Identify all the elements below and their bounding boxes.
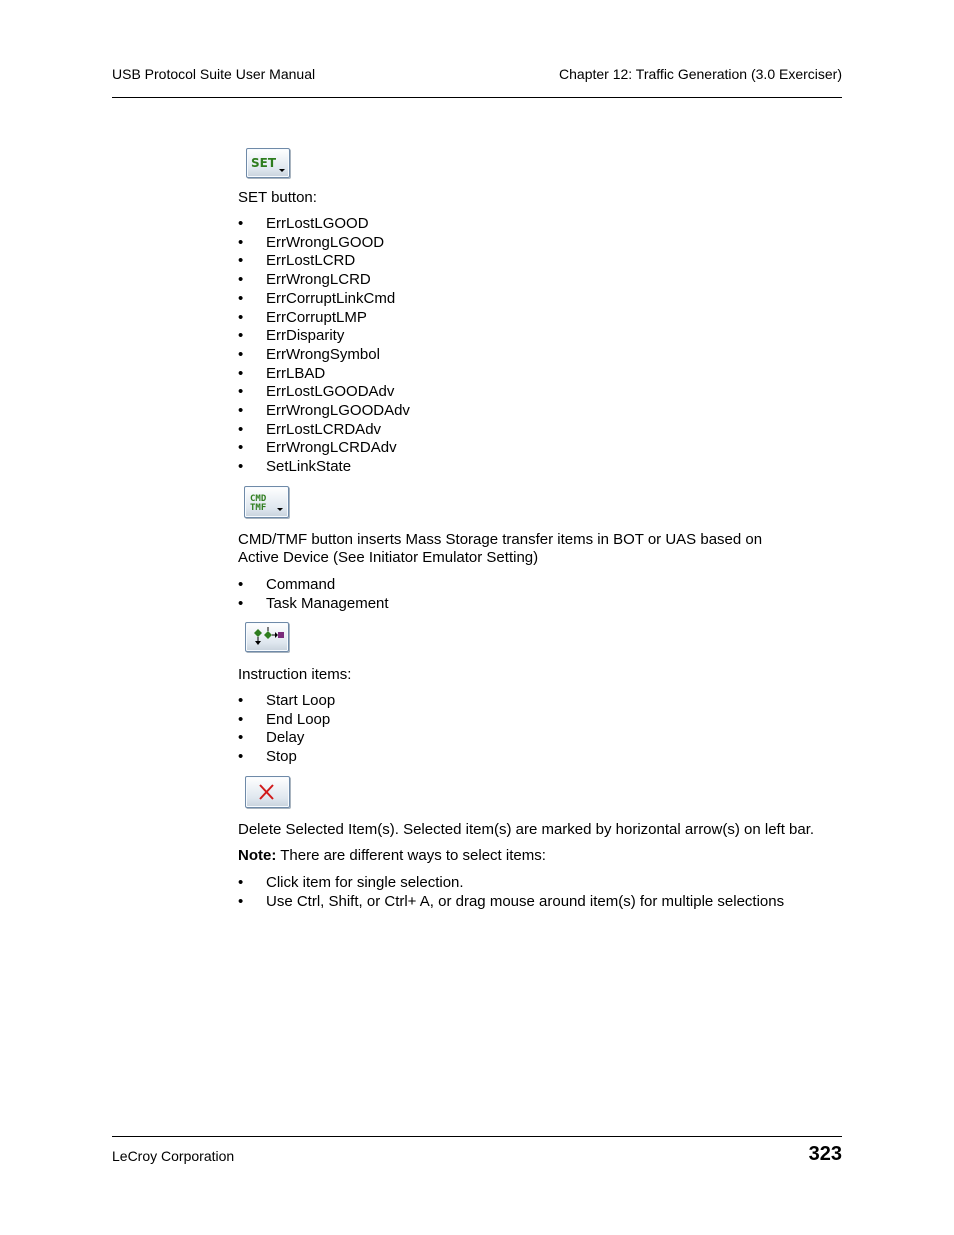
list-item: • ErrLostLCRDAdv [238,421,410,440]
set-items-list [238,215,410,477]
svg-text:SET: SET [251,156,277,170]
svg-text:CMD: CMD [250,494,267,504]
list-item: • Click item for single selection. [238,874,784,893]
list-item: • ErrWrongSymbol [238,346,410,365]
list-item: • ErrLBAD [238,365,410,384]
instruction-intro: Instruction items: [238,666,352,683]
list-item: • ErrDisparity [238,327,410,346]
svg-text:TMF: TMF [250,503,267,513]
flow-instruction-icon [246,623,288,651]
list-item: • Start Loop [238,692,335,711]
selection-methods-list [238,874,784,911]
delete-description: Delete Selected Item(s). Selected item(s) are marked by horizontal arrow(s) on left bar. [238,821,815,838]
cmd-items-list [238,576,389,613]
list-item: • Task Management [238,595,389,614]
delete-button[interactable] [245,776,290,808]
list-item: • ErrWrongLCRDAdv [238,439,410,458]
list-item: • ErrLostLGOODAdv [238,383,410,402]
cmd-intro-line2: Active Device (See Initiator Emulator Setting) [238,549,539,566]
note-paragraph [238,847,546,865]
list-item: • SetLinkState [238,458,410,477]
page-number: 323 [808,1143,842,1165]
cmd-intro-line1: CMD/TMF button inserts Mass Storage transfer items in BOT or UAS based on [238,531,763,548]
set-dropdown-icon [247,149,289,177]
cmd-tmf-button[interactable] [244,486,289,518]
list-item: • Stop [238,748,335,767]
set-intro: SET button: [238,189,317,206]
note-text: There are different ways to select items: [276,847,546,864]
list-item: • ErrWrongLGOOD [238,234,410,253]
list-item: • ErrLostLGOOD [238,215,410,234]
list-item: • Command [238,576,389,595]
delete-x-icon [246,777,289,807]
list-item: • End Loop [238,711,335,730]
list-item: • ErrCorruptLMP [238,309,410,328]
list-item: • Delay [238,729,335,748]
header-rule [112,97,842,98]
list-item: • ErrLostLCRD [238,252,410,271]
note-label: Note: [238,847,277,864]
instruction-button[interactable] [245,622,289,652]
list-item: • ErrCorruptLinkCmd [238,290,410,309]
running-header-left: USB Protocol Suite User Manual [112,66,316,82]
set-button[interactable] [246,148,290,178]
running-header-right: Chapter 12: Traffic Generation (3.0 Exerciser) [559,66,842,82]
instruction-items-list [238,692,335,767]
cmd-tmf-dropdown-icon [245,487,288,517]
footer-company: LeCroy Corporation [112,1148,235,1164]
list-item: • Use Ctrl, Shift, or Ctrl+ A, or drag mouse around item(s) for multiple selections [238,893,784,912]
footer-rule [112,1136,842,1137]
list-item: • ErrWrongLGOODAdv [238,402,410,421]
list-item: • ErrWrongLCRD [238,271,410,290]
